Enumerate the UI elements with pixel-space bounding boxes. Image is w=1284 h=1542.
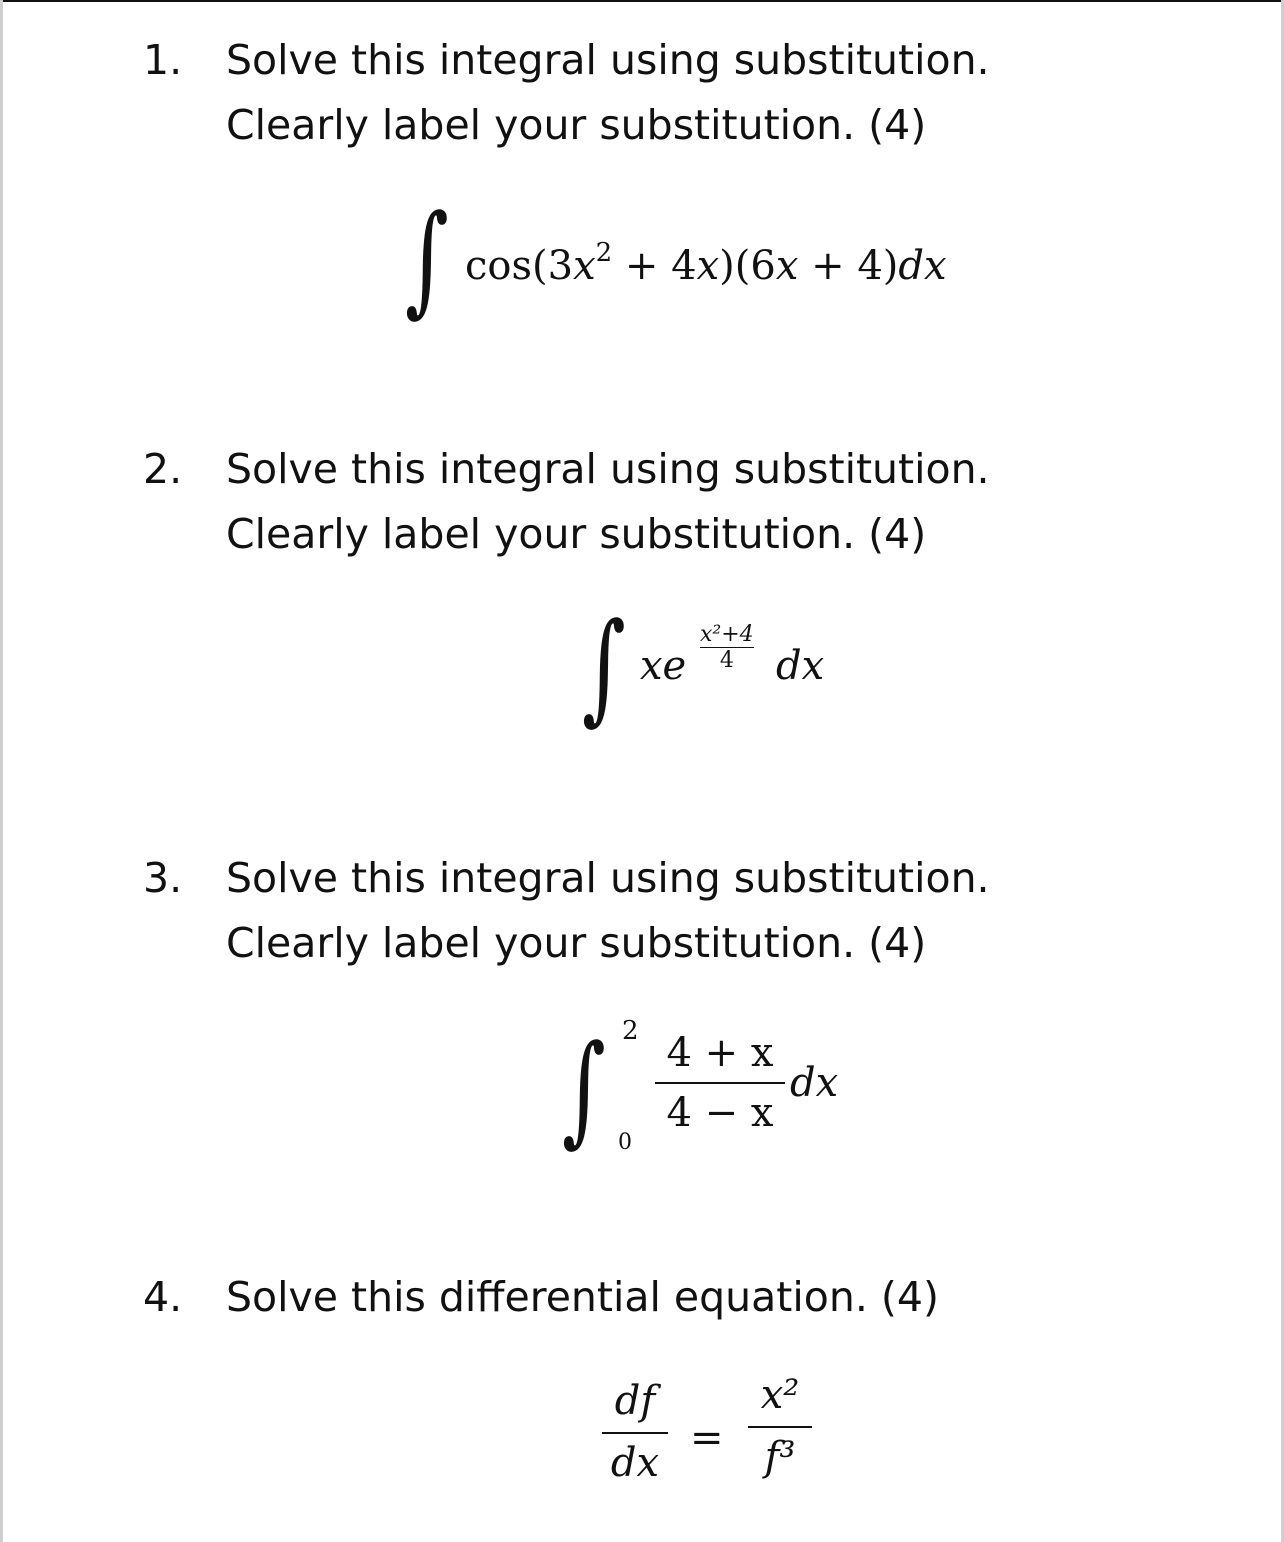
differential: dx [790,1060,839,1106]
integral-sign: ∫ [582,598,626,737]
question-text: Solve this integral using substitution. [226,854,990,902]
integral-sign: ∫ [405,190,449,329]
question-number: 4. [143,1273,183,1321]
question-text: Clearly label your substitution. (4) [226,919,927,967]
exponent-fraction: x²+4 4 [700,622,754,673]
question-text: Clearly label your substitution. (4) [226,101,927,149]
lower-limit: 0 [618,1130,632,1155]
page-border-left [0,0,3,1542]
differential: dx [776,643,825,689]
question-text: Solve this differential equation. (4) [226,1273,939,1321]
integrand: $\cos(3x^2 + 4x)(6x + 4)dx$ [465,238,947,289]
question-number: 2. [143,445,183,493]
question-number: 1. [143,36,183,84]
lhs-fraction: df dx [602,1378,668,1486]
question-text: Solve this integral using substitution. [226,445,990,493]
integral-sign: ∫ [562,1020,606,1159]
integrand-base: xe [640,643,687,689]
upper-limit: 2 [622,1016,639,1046]
question-text: Solve this integral using substitution. [226,36,990,84]
question-text: Clearly label your substitution. (4) [226,510,927,558]
page-border-top [0,0,1284,2]
integrand-fraction: 4 + x 4 − x [655,1030,785,1136]
question-number: 3. [143,854,183,902]
rhs-fraction: x² f³ [748,1372,812,1480]
equals-sign: = [690,1415,724,1461]
